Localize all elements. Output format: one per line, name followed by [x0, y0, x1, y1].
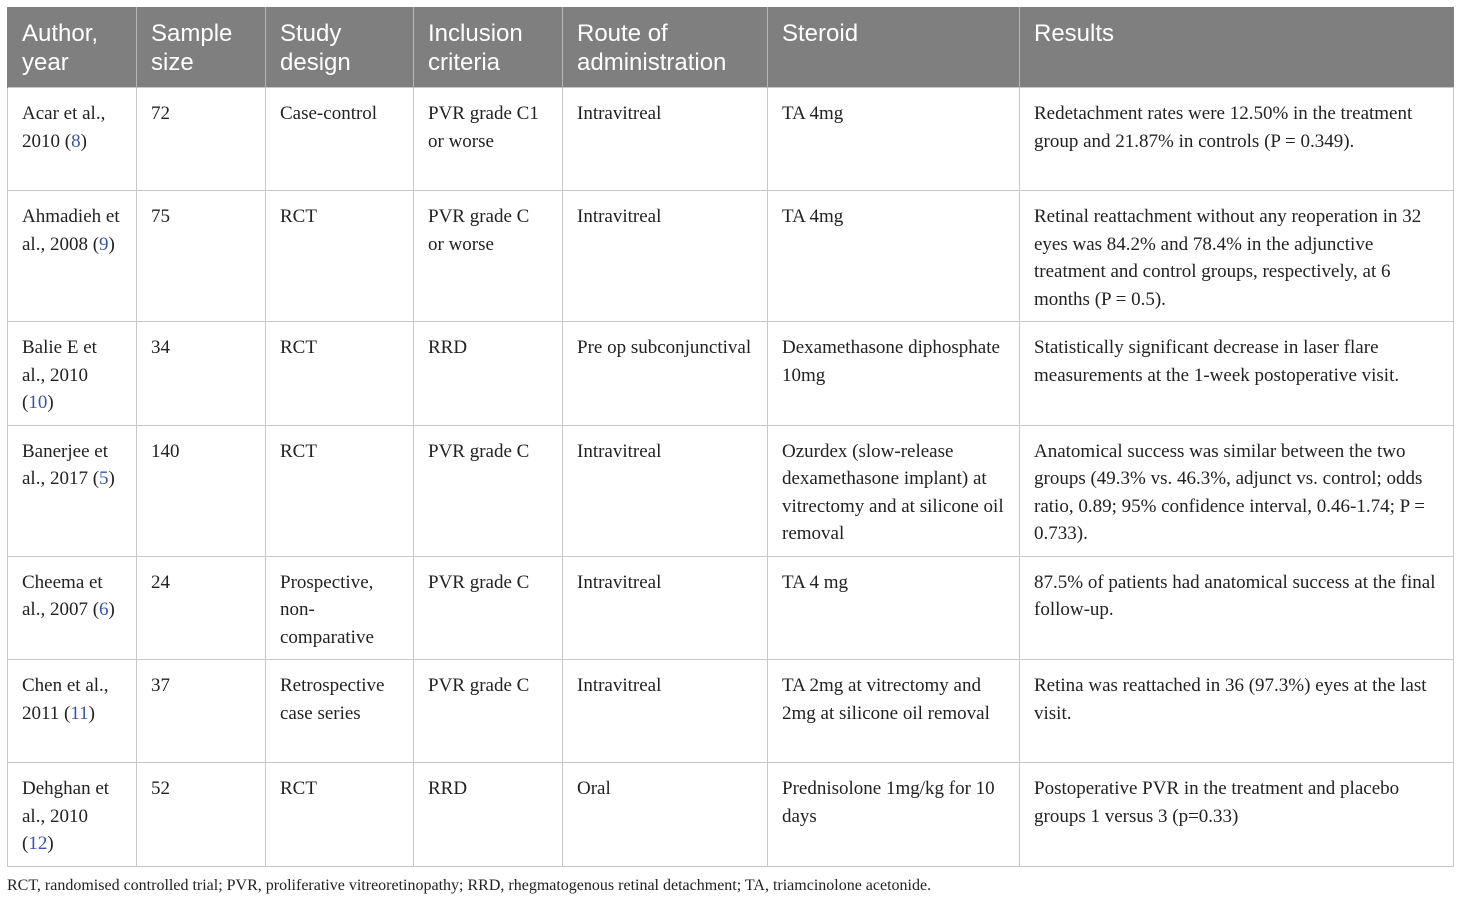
reference-link[interactable]: 9	[99, 233, 109, 255]
table-body	[8, 88, 1454, 867]
design-cell: RCT	[266, 425, 414, 556]
route-cell: Intravitreal	[563, 660, 768, 763]
design-cell: RCT	[266, 322, 414, 426]
author-text: Chen et al., 2011	[22, 675, 109, 724]
inclusion-cell: RRD	[414, 322, 563, 426]
steroid-cell: Prednisolone 1mg/kg for 10 days	[768, 763, 1020, 867]
sample-size-cell: 24	[137, 556, 266, 660]
design-cell: Retrospective case series	[266, 660, 414, 763]
header-study-design: Study design	[266, 7, 414, 88]
inclusion-cell: PVR grade C or worse	[414, 191, 563, 322]
results-cell: Anatomical success was similar between the two groups (49.3% vs. 46.3%, adjunct vs. control; odds ratio, 0.89; 95% confidence interval, 0.46-1.74; P = 0.733).	[1020, 425, 1454, 556]
results-cell: Retinal reattachment without any reoperation in 32 eyes was 84.2% and 78.4% in the adjunctive treatment and control groups, respectively, at 6 months (P = 0.5).	[1020, 191, 1454, 322]
author-cell: Balie E et al., 2010 (10)	[8, 322, 137, 426]
steroid-cell: TA 4 mg	[768, 556, 1020, 660]
route-cell: Pre op subconjunctival	[563, 322, 768, 426]
design-cell: Case-control	[266, 88, 414, 191]
header-author-year: Author, year	[8, 7, 137, 88]
results-cell: Postoperative PVR in the treatment and placebo groups 1 versus 3 (p=0.33)	[1020, 763, 1454, 867]
author-cell: Banerjee et al., 2017 (5)	[8, 425, 137, 556]
header-steroid: Steroid	[768, 7, 1020, 88]
table-row	[8, 763, 1454, 867]
table-row	[8, 425, 1454, 556]
header-results: Results	[1020, 7, 1454, 88]
author-cell: Ahmadieh et al., 2008 (9)	[8, 191, 137, 322]
steroid-cell: TA 4mg	[768, 191, 1020, 322]
inclusion-cell: PVR grade C	[414, 660, 563, 763]
author-text: Acar et al., 2010	[22, 103, 106, 152]
sample-size-cell: 37	[137, 660, 266, 763]
author-text: Dehghan et al., 2010	[22, 778, 110, 827]
inclusion-cell: PVR grade C	[414, 556, 563, 660]
steroid-cell: TA 2mg at vitrectomy and 2mg at silicone oil removal	[768, 660, 1020, 763]
header-inclusion-criteria: Inclusion criteria	[414, 7, 563, 88]
reference-link[interactable]: 10	[28, 392, 48, 413]
table-row	[8, 556, 1454, 660]
steroid-cell: TA 4mg	[768, 88, 1020, 191]
header-sample-size: Sample size	[137, 7, 266, 88]
reference-link[interactable]: 11	[70, 702, 89, 724]
design-cell: RCT	[266, 763, 414, 867]
steroid-cell: Dexamethasone diphosphate 10mg	[768, 322, 1020, 426]
author-text: Cheema et al., 2007	[22, 571, 103, 620]
results-cell: Statistically significant decrease in laser flare measurements at the 1-week postoperative visit.	[1020, 322, 1454, 426]
reference-link[interactable]: 8	[71, 130, 81, 152]
author-text: Banerjee et al., 2017	[22, 440, 108, 489]
inclusion-cell: RRD	[414, 763, 563, 867]
header-row	[8, 7, 1454, 88]
sample-size-cell: 72	[137, 88, 266, 191]
route-cell: Intravitreal	[563, 425, 768, 556]
route-cell: Intravitreal	[563, 556, 768, 660]
reference-link[interactable]: 6	[99, 599, 109, 620]
results-cell: Redetachment rates were 12.50% in the treatment group and 21.87% in controls (P = 0.349).	[1020, 88, 1454, 191]
table-footnote: RCT, randomised controlled trial; PVR, proliferative vitreoretinopathy; RRD, rhegmatogenous retinal detachment; TA, triamcinolone acetonide.	[7, 877, 932, 894]
route-cell: Oral	[563, 763, 768, 867]
sample-size-cell: 52	[137, 763, 266, 867]
sample-size-cell: 140	[137, 425, 266, 556]
study-table	[7, 7, 1454, 867]
design-cell: Prospective, non-comparative	[266, 556, 414, 660]
author-cell: Acar et al., 2010 (8)	[8, 88, 137, 191]
author-text: Balie E et al., 2010	[22, 337, 97, 386]
table-row	[8, 191, 1454, 322]
table-row	[8, 88, 1454, 191]
header-route: Route of administration	[563, 7, 768, 88]
sample-size-cell: 75	[137, 191, 266, 322]
sample-size-cell: 34	[137, 322, 266, 426]
route-cell: Intravitreal	[563, 191, 768, 322]
table-row	[8, 660, 1454, 763]
reference-link[interactable]: 12	[28, 833, 48, 854]
author-cell: Dehghan et al., 2010 (12)	[8, 763, 137, 867]
results-cell: Retina was reattached in 36 (97.3%) eyes at the last visit.	[1020, 660, 1454, 763]
inclusion-cell: PVR grade C1 or worse	[414, 88, 563, 191]
route-cell: Intravitreal	[563, 88, 768, 191]
author-cell: Cheema et al., 2007 (6)	[8, 556, 137, 660]
inclusion-cell: PVR grade C	[414, 425, 563, 556]
steroid-cell: Ozurdex (slow-release dexamethasone implant) at vitrectomy and at silicone oil removal	[768, 425, 1020, 556]
table-row	[8, 322, 1454, 426]
author-text: Ahmadieh et al., 2008	[22, 206, 120, 255]
author-cell: Chen et al., 2011 (11)	[8, 660, 137, 763]
results-cell: 87.5% of patients had anatomical success at the final follow-up.	[1020, 556, 1454, 660]
design-cell: RCT	[266, 191, 414, 322]
reference-link[interactable]: 5	[99, 468, 109, 489]
